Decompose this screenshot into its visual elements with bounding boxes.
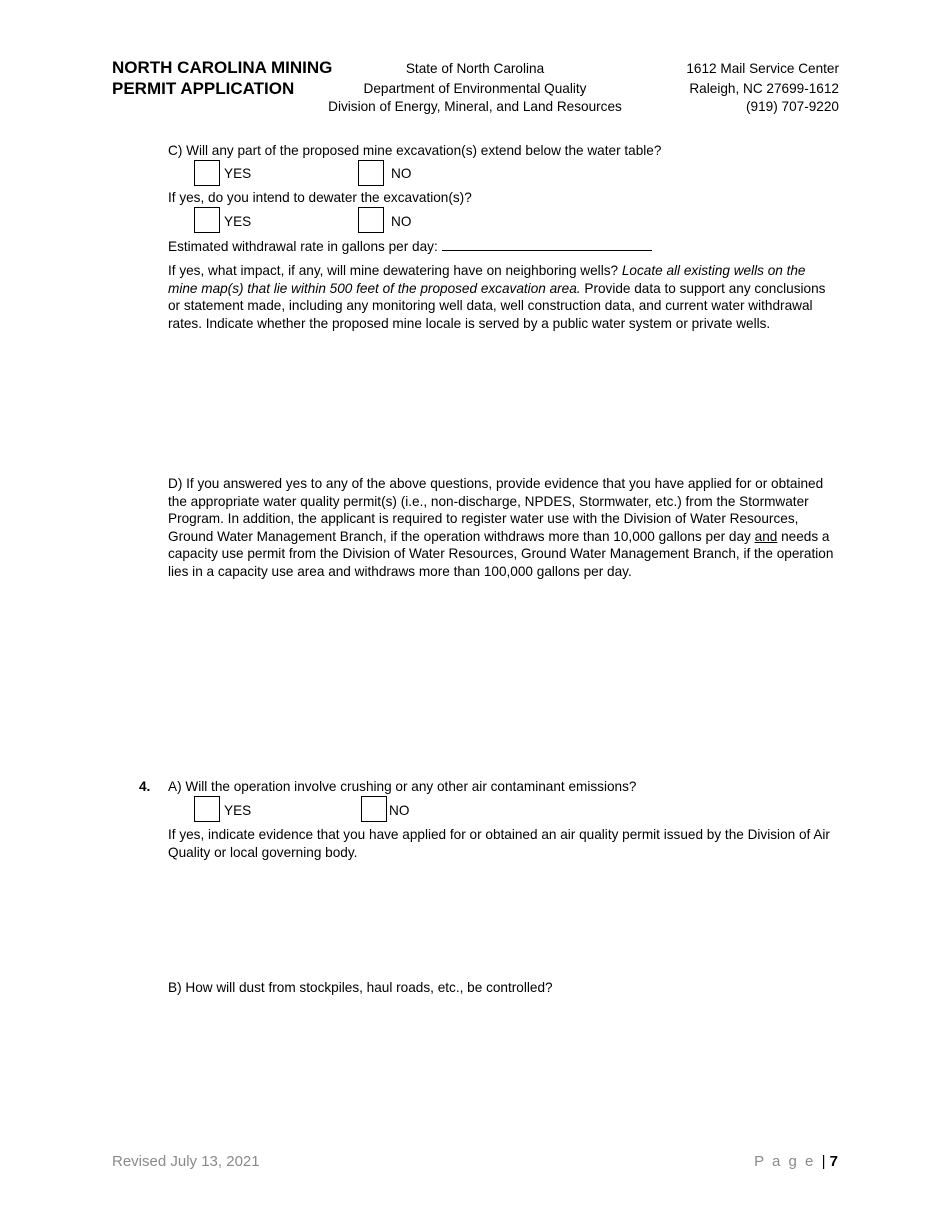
agency-department: Department of Environmental Quality [363, 81, 587, 96]
air-no-label: NO [389, 803, 410, 818]
withdrawal-rate-label: Estimated withdrawal rate in gallons per day: [168, 239, 438, 254]
question-dewater: If yes, do you intend to dewater the excavation(s)? [168, 190, 472, 205]
section-d-paragraph [168, 475, 836, 581]
impact-text-italic: Locate all existing wells on the mine map(s) that lie within 500 feet of the proposed excavation area. [168, 263, 806, 296]
section-d-and: and [754, 528, 778, 544]
air-yes-label: YES [224, 803, 252, 818]
address-phone: (919) 707-9220 [746, 99, 839, 114]
agency-division: Division of Energy, Mineral, and Land Resources [328, 99, 622, 114]
form-title-line2: PERMIT APPLICATION [112, 79, 295, 98]
water-table-no-checkbox[interactable] [358, 160, 384, 186]
dewater-no-checkbox[interactable] [358, 207, 384, 233]
revision-date: Revised July 13, 2021 [112, 1153, 260, 1170]
air-permit-evidence-text: If yes, indicate evidence that you have applied for or obtained an air quality permit issued by the Division of Air Quality or local governing body. [168, 827, 830, 860]
address-line1: 1612 Mail Service Center [686, 61, 839, 76]
dewater-yes-checkbox[interactable] [194, 207, 220, 233]
agency-state: State of North Carolina [405, 61, 545, 76]
page-indicator: P a g e | 7 [754, 1153, 838, 1170]
question-4b-dust: B) How will dust from stockpiles, haul roads, etc., be controlled? [168, 980, 553, 995]
dewater-yes-label: YES [224, 214, 252, 229]
dewater-no-label: NO [391, 214, 412, 229]
water-table-yes-label: YES [224, 166, 252, 181]
question-4a-air: A) Will the operation involve crushing or any other air contaminant emissions? [168, 779, 637, 794]
page-number: 7 [829, 1153, 838, 1170]
withdrawal-rate-blank[interactable] [442, 237, 652, 251]
dewatering-impact-paragraph [168, 262, 836, 332]
question-c-water-table: C) Will any part of the proposed mine excavation(s) extend below the water table? [168, 143, 662, 158]
water-table-no-label: NO [391, 166, 412, 181]
air-no-checkbox[interactable] [361, 796, 387, 822]
air-yes-checkbox[interactable] [194, 796, 220, 822]
page-label: P a g e [754, 1153, 816, 1170]
withdrawal-rate-row [168, 237, 652, 256]
form-title-line1: NORTH CAROLINA MINING [112, 58, 333, 77]
address-block [589, 59, 839, 117]
section-number-4: 4. [139, 779, 151, 794]
section-d-text-1: D) If you answered yes to any of the above questions, provide evidence that you have applied for or obtained the appropriate water quality permit(s) (i.e., non-discharge, NPDES, Stormwater, etc.) from the Stormwater Program. In addition, the applicant is required to register water use with the Division of Water Resources, Ground Water Management Branch, if the operation withdraws more than 10,000 gallons per day [168, 476, 824, 544]
section-d-text-2: needs a capacity use permit from the Division of Water Resources, Ground Water Management Branch, if the operation lies in a capacity use area and withdraws more than 100,000 gallons per day. [168, 528, 834, 579]
impact-text-2: Provide data to support any conclusions or statement made, including any monitoring well data, well construction data, and current water withdrawal rates. Indicate whether the proposed mine locale is served by a public water system or private wells. [168, 280, 826, 331]
water-table-yes-checkbox[interactable] [194, 160, 220, 186]
impact-text-1: If yes, what impact, if any, will mine dewatering have on neighboring wells? [168, 263, 619, 278]
address-line2: Raleigh, NC 27699-1612 [689, 81, 839, 96]
